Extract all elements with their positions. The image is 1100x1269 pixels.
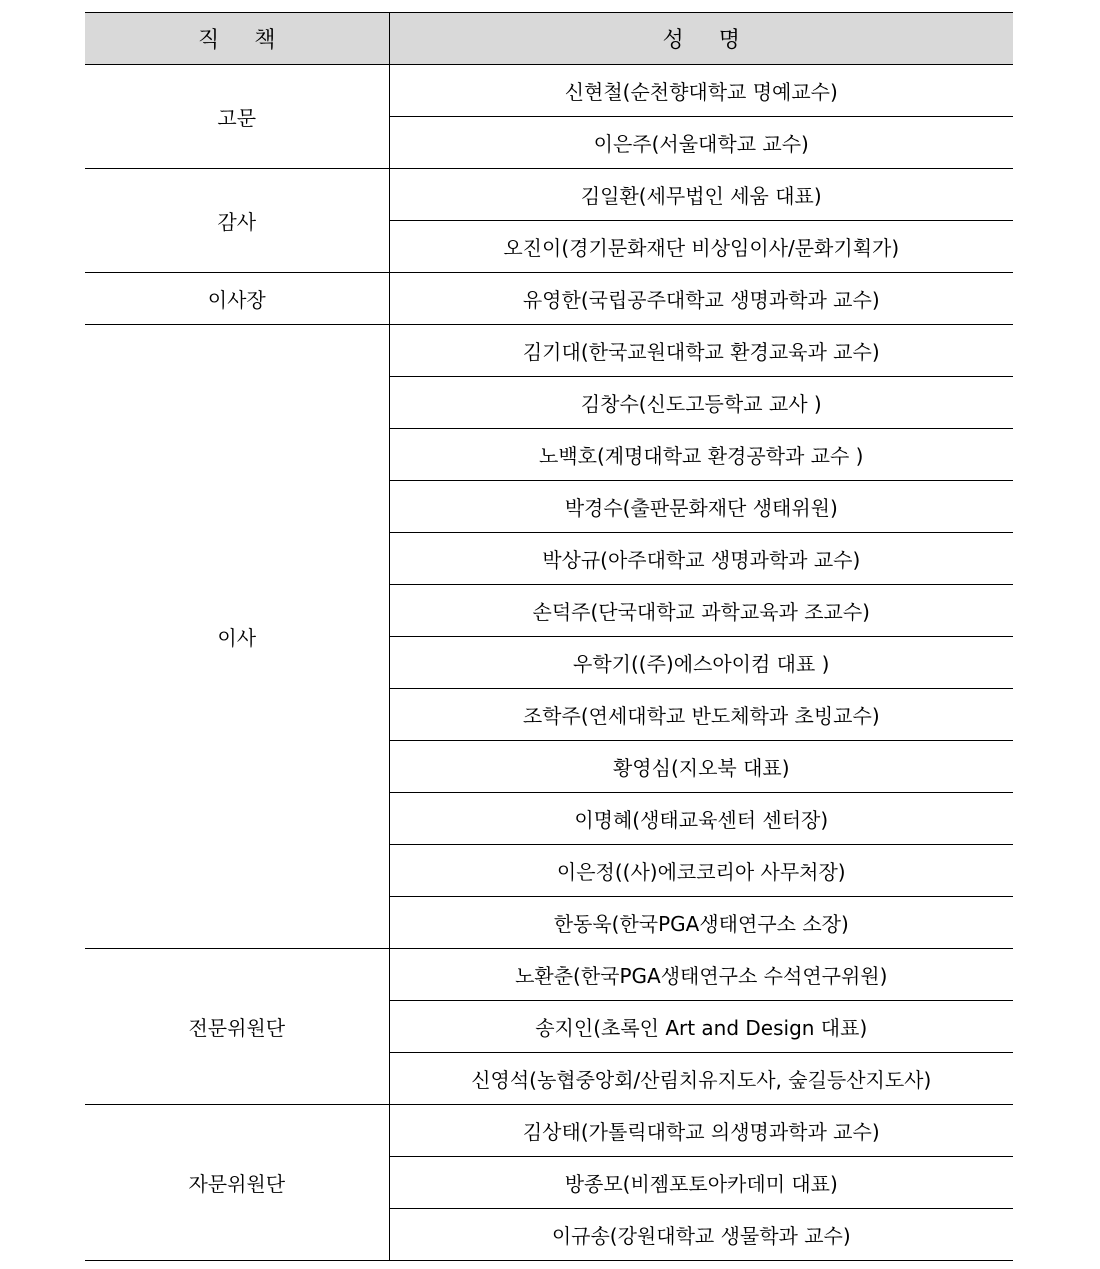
table-row: [85, 949, 1013, 1001]
table-row: [85, 273, 1013, 325]
member-name-cell: 이은정((사)에코코리아 사무처장): [389, 845, 1013, 897]
table-row: [85, 65, 1013, 117]
member-name-cell: 유영한(국립공주대학교 생명과학과 교수): [389, 273, 1013, 325]
table-row: [85, 1105, 1013, 1157]
member-name-cell: 조학주(연세대학교 반도체학과 초빙교수): [389, 689, 1013, 741]
member-name-cell: 오진이(경기문화재단 비상임이사/문화기획가): [389, 221, 1013, 273]
header-row: [85, 13, 1013, 65]
member-name-cell: 박상규(아주대학교 생명과학과 교수): [389, 533, 1013, 585]
table-row: [85, 169, 1013, 221]
member-name-cell: 신영석(농협중앙회/산림치유지도사, 숲길등산지도사): [389, 1053, 1013, 1105]
member-name-cell: 손덕주(단국대학교 과학교육과 조교수): [389, 585, 1013, 637]
role-cell: 이사: [85, 325, 389, 949]
role-cell: 이사장: [85, 273, 389, 325]
member-name-cell: 신현철(순천향대학교 명예교수): [389, 65, 1013, 117]
member-name-cell: 송지인(초록인 Art and Design 대표): [389, 1001, 1013, 1053]
header-name: 성 명: [389, 13, 1013, 65]
role-cell: 자문위원단: [85, 1105, 389, 1261]
member-name-cell: 김상태(가톨릭대학교 의생명과학과 교수): [389, 1105, 1013, 1157]
member-name-cell: 김창수(신도고등학교 교사 ): [389, 377, 1013, 429]
role-cell: 감사: [85, 169, 389, 273]
member-name-cell: 김기대(한국교원대학교 환경교육과 교수): [389, 325, 1013, 377]
member-name-cell: 방종모(비젬포토아카데미 대표): [389, 1157, 1013, 1209]
member-name-cell: 박경수(출판문화재단 생태위원): [389, 481, 1013, 533]
role-cell: 고문: [85, 65, 389, 169]
table-row: [85, 325, 1013, 377]
member-name-cell: 황영심(지오북 대표): [389, 741, 1013, 793]
role-cell: 전문위원단: [85, 949, 389, 1105]
member-name-cell: 노백호(계명대학교 환경공학과 교수 ): [389, 429, 1013, 481]
table-body: [85, 65, 1013, 1261]
member-name-cell: 노환춘(한국PGA생태연구소 수석연구위원): [389, 949, 1013, 1001]
table-header: [85, 13, 1013, 65]
member-name-cell: 이명혜(생태교육센터 센터장): [389, 793, 1013, 845]
member-name-cell: 김일환(세무법인 세움 대표): [389, 169, 1013, 221]
member-name-cell: 이은주(서울대학교 교수): [389, 117, 1013, 169]
header-role: 직 책: [85, 13, 389, 65]
member-name-cell: 한동욱(한국PGA생태연구소 소장): [389, 897, 1013, 949]
member-name-cell: 이규송(강원대학교 생물학과 교수): [389, 1209, 1013, 1261]
member-name-cell: 우학기((주)에스아이컴 대표 ): [389, 637, 1013, 689]
staff-roster-table: [85, 12, 1013, 1261]
